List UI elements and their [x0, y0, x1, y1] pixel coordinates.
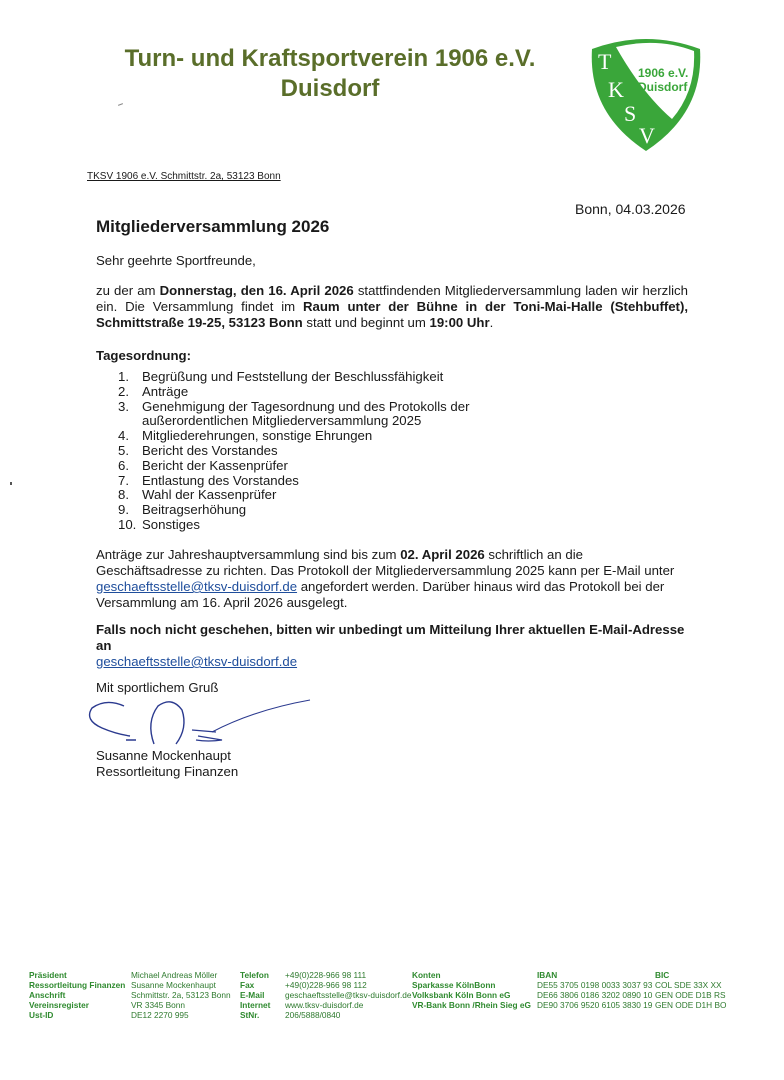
- text-run: schriftlich an die Geschäftsadresse zu richten. Das Protokoll der Mitgliederversammlung 2025 kann per E-Mail unter: [96, 547, 675, 578]
- footer-email[interactable]: geschaeftsstelle@tksv-duisdorf.de: [285, 990, 412, 1000]
- footer-website[interactable]: www.tksv-duisdorf.de: [285, 1000, 364, 1010]
- agenda-item-number: 6.: [118, 457, 129, 473]
- agenda-item-number: 5.: [118, 442, 129, 458]
- agenda-item-number: 9.: [118, 502, 129, 518]
- text-run: Anträge zur Jahreshauptversammlung sind bis zum: [96, 547, 401, 562]
- agenda-heading: Tagesordnung:: [96, 348, 191, 363]
- scan-speck: [118, 103, 123, 106]
- footer-col1-values: [131, 970, 231, 1020]
- footer-label: Internet: [240, 1000, 271, 1010]
- agenda-item-text: Genehmigung der Tagesordnung und des Protokolls der außerordentlichen Mitgliederversammlung 2025: [142, 398, 470, 429]
- footer-iban: DE55 3705 0198 0033 3037 93: [537, 980, 653, 990]
- logo-year: 1906 e.V.: [638, 66, 689, 80]
- footer-label: Fax: [240, 980, 255, 990]
- agenda-item: [118, 444, 572, 459]
- agenda-item-number: 4.: [118, 428, 129, 444]
- footer-label: Vereinsregister: [29, 1000, 89, 1010]
- agenda-item: [118, 518, 572, 533]
- footer-value: Michael Andreas Möller: [131, 970, 218, 980]
- footer-col2-labels: [240, 970, 270, 1020]
- footer-tax-number: 206/5888/0840: [285, 1010, 341, 1020]
- logo-place: Duisdorf: [638, 80, 688, 94]
- agenda-item-text: Mitgliederehrungen, sonstige Ehrungen: [142, 428, 373, 444]
- agenda-list: [118, 370, 572, 533]
- agenda-item-number: 2.: [118, 383, 129, 399]
- agenda-item-number: 8.: [118, 487, 129, 503]
- logo-letter-t: T: [598, 49, 612, 74]
- motions-deadline: 02. April 2026: [400, 547, 485, 562]
- footer-bic: COL SDE 33X XX: [655, 980, 722, 990]
- footer-fax: +49(0)228-966 98 112: [285, 980, 367, 990]
- agenda-item-text: Beitragserhöhung: [142, 502, 247, 518]
- agenda-item: [118, 488, 572, 503]
- agenda-item-number: 10.: [118, 516, 137, 532]
- footer-iban: DE66 3806 0186 3202 0890 10: [537, 990, 653, 1000]
- text-run: statt und beginnt um: [302, 315, 430, 330]
- footer-label: StNr.: [240, 1010, 260, 1020]
- sender-address: TKSV 1906 e.V. Schmittstr. 2a, 53123 Bonn: [87, 171, 281, 182]
- agenda-item-number: 1.: [118, 369, 129, 384]
- footer-label: IBAN: [537, 970, 558, 980]
- motions-paragraph: [96, 547, 688, 611]
- footer-bics: [655, 970, 726, 1010]
- agenda-item: [118, 503, 572, 518]
- footer-col2-values: [285, 970, 411, 1020]
- footer-value: Susanne Mockenhaupt: [131, 980, 216, 990]
- footer-label: Präsident: [29, 970, 67, 980]
- footer-bank: VR-Bank Bonn /Rhein Sieg eG: [412, 1000, 531, 1010]
- greeting: Sehr geehrte Sportfreunde,: [96, 253, 256, 268]
- signer-name: Susanne Mockenhaupt: [96, 748, 231, 763]
- agenda-item-text: Sonstiges: [142, 516, 200, 532]
- agenda-item-text: Begrüßung und Feststellung der Beschlussfähigkeit: [142, 369, 444, 384]
- footer-bank: Volksbank Köln Bonn eG: [412, 990, 511, 1000]
- letter-footer: [29, 970, 729, 1022]
- invitation-paragraph: [96, 283, 688, 331]
- footer-label: Ust-ID: [29, 1010, 54, 1020]
- text-run: angefordert werden. Darüber hinaus wird das Protokoll bei der Versammlung am 16. April 2026 ausgelegt.: [96, 579, 665, 610]
- footer-label: Anschrift: [29, 990, 66, 1000]
- agenda-item: [118, 370, 572, 385]
- scan-speck: [10, 482, 12, 485]
- handwritten-signature: [84, 692, 314, 752]
- meeting-date: Donnerstag, den 16. April 2026: [159, 283, 354, 298]
- footer-bank: Sparkasse KölnBonn: [412, 980, 496, 990]
- email-request-paragraph: [96, 622, 688, 670]
- agenda-item-number: 3.: [118, 398, 129, 414]
- footer-phone: +49(0)228-966 98 111: [285, 970, 367, 980]
- footer-label: Telefon: [240, 970, 269, 980]
- text-run: zu der am: [96, 283, 160, 298]
- email-link[interactable]: geschaeftsstelle@tksv-duisdorf.de: [96, 654, 298, 669]
- letter-subject: Mitgliederversammlung 2026: [96, 217, 330, 236]
- meeting-location: Raum unter der Bühne in der Toni-Mai-Halle (Stehbuffet), Schmittstraße 19-25, 53123 Bonn: [96, 299, 689, 330]
- text-run: stattfindenden Mitgliederversammlung laden wir herzlich ein. Die Versammlung findet im: [96, 283, 688, 314]
- agenda-item-text: Entlastung des Vorstandes: [142, 472, 299, 488]
- closing: Mit sportlichem Gruß: [96, 680, 219, 695]
- agenda-item: [118, 429, 572, 444]
- agenda-item-text: Bericht der Kassenprüfer: [142, 457, 288, 473]
- club-location: Duisdorf: [280, 75, 380, 102]
- agenda-item: [118, 459, 572, 474]
- agenda-item-text: Wahl der Kassenprüfer: [142, 487, 277, 503]
- email-link[interactable]: geschaeftsstelle@tksv-duisdorf.de: [96, 579, 298, 594]
- logo-letter-s: S: [624, 101, 637, 126]
- logo-letter-v: V: [639, 123, 655, 148]
- agenda-item-number: 7.: [118, 472, 129, 488]
- footer-label: E-Mail: [240, 990, 265, 1000]
- agenda-item-text: Bericht des Vorstandes: [142, 442, 278, 458]
- logo-letter-k: K: [608, 77, 624, 102]
- footer-label: Konten: [412, 970, 441, 980]
- footer-ibans: [537, 970, 652, 1010]
- footer-label: Ressortleitung Finanzen: [29, 980, 126, 990]
- agenda-item: [118, 385, 572, 400]
- email-request-text: Falls noch nicht geschehen, bitten wir unbedingt um Mitteilung Ihrer aktuellen E-Mail-Adresse an: [96, 622, 685, 653]
- footer-value: Schmittstr. 2a, 53123 Bonn: [131, 990, 231, 1000]
- footer-col1-labels: [29, 970, 125, 1020]
- agenda-item: [118, 474, 572, 489]
- footer-banks: [412, 970, 531, 1010]
- tksv-logo: [586, 35, 706, 153]
- agenda-item: [118, 400, 572, 430]
- meeting-time: 19:00 Uhr: [429, 315, 490, 330]
- letter-date: Bonn, 04.03.2026: [575, 201, 686, 217]
- footer-iban: DE90 3706 9520 6105 3830 19: [537, 1000, 653, 1010]
- footer-bic: GEN ODE D1B RS: [655, 990, 726, 1000]
- club-name: Turn- und Kraftsportverein 1906 e.V.: [124, 45, 536, 72]
- agenda-item-text: Anträge: [142, 383, 189, 399]
- footer-label: BIC: [655, 970, 670, 980]
- footer-value: DE12 2270 995: [131, 1010, 189, 1020]
- signer-block: [96, 748, 238, 780]
- signer-role: Ressortleitung Finanzen: [96, 764, 239, 779]
- footer-bic: GEN ODE D1H BO: [655, 1000, 727, 1010]
- text-run: .: [489, 315, 494, 330]
- footer-value: VR 3345 Bonn: [131, 1000, 185, 1010]
